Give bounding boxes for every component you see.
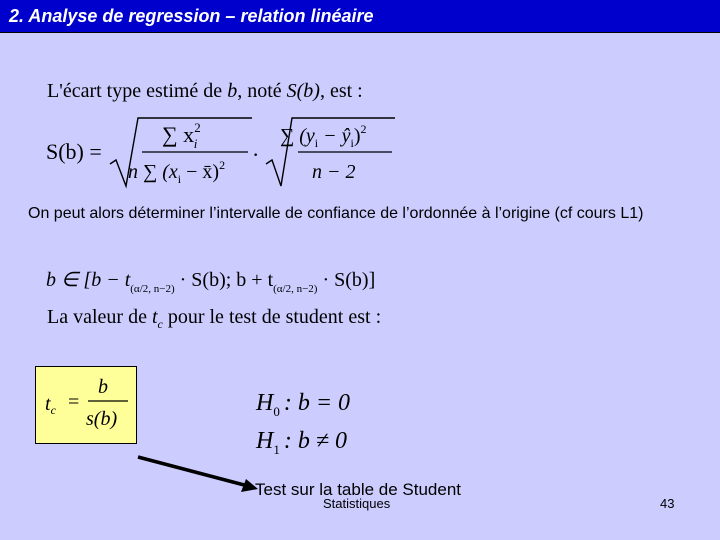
arrow-label: Test sur la table de Student bbox=[255, 480, 462, 499]
confidence-paragraph: On peut alors déterminer l’intervalle de confiance de l’ordonnée à l’origine (cf cours L1) bbox=[28, 205, 644, 222]
intro-var: b bbox=[227, 80, 238, 102]
tc-eq: = bbox=[68, 391, 80, 413]
sb-den2: n − 2 bbox=[312, 161, 356, 183]
h1: $H_1$ : b ≠ 0 bbox=[256, 428, 348, 457]
intro-line bbox=[47, 80, 363, 103]
sb-dot: · bbox=[252, 142, 260, 167]
slide-title: 2. Analyse de regression – relation linéaire bbox=[9, 6, 374, 26]
sb-formula bbox=[40, 108, 410, 190]
tc-formula bbox=[36, 367, 136, 443]
intro-text-start: L'écart type estimé de bbox=[47, 80, 228, 102]
student-var: t bbox=[151, 306, 158, 328]
tc-den: s(b) bbox=[86, 408, 118, 430]
student-sub: c bbox=[157, 317, 163, 331]
h0: $H_0$ : b = 0 bbox=[256, 390, 351, 419]
student-suffix: pour le test de student est : bbox=[162, 306, 382, 328]
title-bar bbox=[0, 0, 720, 33]
ci-formula bbox=[40, 262, 430, 296]
sb-den1: n ∑ ($x_i$ − x̄)$^2$ bbox=[128, 158, 226, 186]
tc-num: b bbox=[98, 376, 108, 398]
student-prefix: La valeur de bbox=[47, 306, 152, 328]
sb-num1: ∑ $x^2$ i bbox=[162, 120, 201, 151]
sb-lhs: S(b) = bbox=[46, 139, 102, 164]
intro-sb: S(b) bbox=[286, 80, 320, 102]
tc-formula-box bbox=[35, 366, 137, 444]
arrow-shaft bbox=[138, 457, 248, 486]
sb-num2: ∑ ($y_i$ − $ŷ_i)^2$ bbox=[280, 122, 367, 150]
footer-center: Statistiques bbox=[323, 496, 391, 511]
student-line bbox=[47, 306, 381, 332]
tc-lhs: $t_c$ bbox=[45, 393, 56, 417]
arrow bbox=[130, 448, 270, 498]
ci-text: b ∈ [$b - t_{(\alpha/2, n-2)} \cdot S(b)$; $b + t_{(\alpha/2, n-2)} \cdot S(b)$] bbox=[46, 269, 376, 295]
intro-text-end: , est : bbox=[319, 80, 363, 102]
intro-text-mid: , noté bbox=[237, 80, 287, 102]
page-number: 43 bbox=[660, 496, 675, 511]
